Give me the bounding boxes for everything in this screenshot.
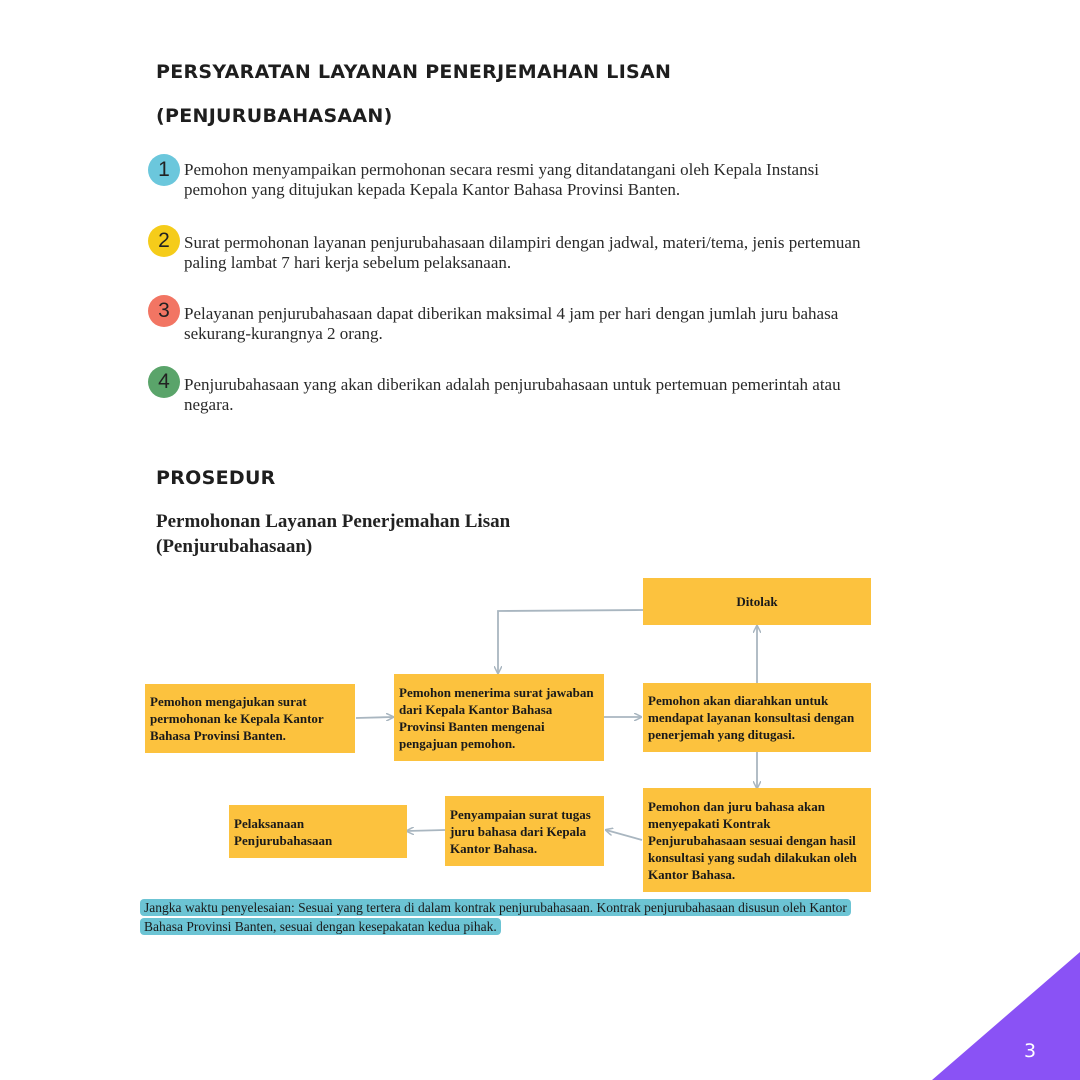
requirement-text-1: Pemohon menyampaikan permohonan secara resmi yang ditandatangani oleh Kepala Instansi pemohon yang ditujukan kepada Kepala Kantor Bahasa Provinsi Banten. [184,160,819,199]
requirement-text-2: Surat permohonan layanan penjurubahasaan dilampiri dengan jadwal, materi/tema, jenis pertemuan paling lambat 7 hari kerja sebelum pelaksanaan. [184,233,861,272]
page-number: 3 [1024,1040,1037,1062]
flow-box-step5: Penyampaian surat tugas juru bahasa dari Kepala Kantor Bahasa. [445,796,604,866]
requirement-text-4: Penjurubahasaan yang akan diberikan adalah penjurubahasaan untuk pertemuan pemerintah atau negara. [184,375,841,414]
flow-box-step3: Pemohon akan diarahkan untuk mendapat layanan konsultasi dengan penerjemah yang ditugasi. [643,683,871,752]
flow-box-ditolak: Ditolak [643,578,871,625]
procedure-title: PROSEDUR [156,467,276,489]
completion-time-note-text: Jangka waktu penyelesaian: Sesuai yang tertera di dalam kontrak penjurubahasaan. Kontrak penjurubahasaan disusun oleh Kantor Bahasa Provinsi Banten, sesuai dengan kesepakatan kedua pihak. [140,899,851,935]
requirement-number-2: 2 [148,225,180,257]
procedure-subtitle: Permohonan Layanan Penerjemahan Lisan (Penjurubahasaan) [156,511,511,557]
flow-box-step6: Pelaksanaan Penjurubahasaan [229,805,407,858]
page-heading-line1: PERSYARATAN LAYANAN PENERJEMAHAN LISAN [156,61,672,83]
requirement-number-1: 1 [148,154,180,186]
requirement-text-3: Pelayanan penjurubahasaan dapat diberikan maksimal 4 jam per hari dengan jumlah juru bahasa sekurang-kurangnya 2 orang. [184,304,839,343]
flow-box-step2: Pemohon menerima surat jawaban dari Kepala Kantor Bahasa Provinsi Banten mengenai pengajuan pemohon. [394,674,604,761]
flow-box-step1: Pemohon mengajukan surat permohonan ke Kepala Kantor Bahasa Provinsi Banten. [145,684,355,753]
page-heading-line2: (PENJURUBAHASAAN) [156,105,393,127]
flow-box-step4: Pemohon dan juru bahasa akan menyepakati Kontrak Penjurubahasaan sesuai dengan hasil konsultasi yang sudah dilakukan oleh Kantor Bahasa. [643,788,871,892]
requirement-number-4: 4 [148,366,180,398]
requirement-number-3: 3 [148,295,180,327]
